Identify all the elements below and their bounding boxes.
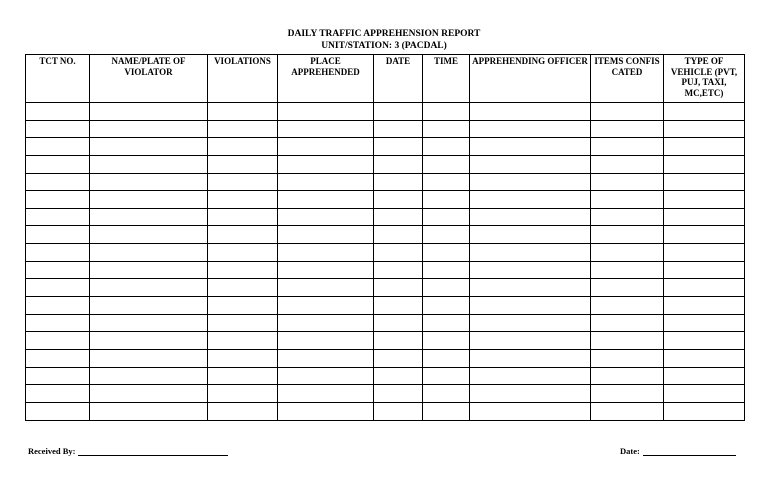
table-cell[interactable] xyxy=(278,402,374,420)
received-by-field xyxy=(28,446,228,456)
table-cell[interactable] xyxy=(278,385,374,403)
table-cell[interactable] xyxy=(374,244,423,262)
table-cell[interactable] xyxy=(374,226,423,244)
table-cell[interactable] xyxy=(591,261,664,279)
column-header-violator: NAME/PLATE OF VIOLATOR xyxy=(90,55,208,103)
table-cell[interactable] xyxy=(470,155,591,173)
table-cell[interactable] xyxy=(591,297,664,315)
table-cell[interactable] xyxy=(208,279,278,297)
table-cell[interactable] xyxy=(208,191,278,209)
table-cell[interactable] xyxy=(423,244,470,262)
table-cell[interactable] xyxy=(208,138,278,156)
table-cell[interactable] xyxy=(208,120,278,138)
table-cell[interactable] xyxy=(664,402,745,420)
table-cell[interactable] xyxy=(278,367,374,385)
table-cell[interactable] xyxy=(470,367,591,385)
table-cell[interactable] xyxy=(664,138,745,156)
table-cell[interactable] xyxy=(591,191,664,209)
table-row xyxy=(26,103,745,121)
table-cell[interactable] xyxy=(470,349,591,367)
table-cell[interactable] xyxy=(470,103,591,121)
table-cell[interactable] xyxy=(664,226,745,244)
table-cell[interactable] xyxy=(90,332,208,350)
table-cell[interactable] xyxy=(374,367,423,385)
table-cell[interactable] xyxy=(90,138,208,156)
table-cell[interactable] xyxy=(374,103,423,121)
table-cell[interactable] xyxy=(374,297,423,315)
table-cell[interactable] xyxy=(470,191,591,209)
table-cell[interactable] xyxy=(423,314,470,332)
table-cell[interactable] xyxy=(208,226,278,244)
table-row xyxy=(26,191,745,209)
table-cell[interactable] xyxy=(591,402,664,420)
table-row xyxy=(26,402,745,420)
table-cell[interactable] xyxy=(470,297,591,315)
table-cell[interactable] xyxy=(470,120,591,138)
table-cell[interactable] xyxy=(26,279,90,297)
column-header-officer: APPREHENDING OFFICER xyxy=(470,55,591,103)
table-cell[interactable] xyxy=(278,120,374,138)
table-row xyxy=(26,155,745,173)
table-cell[interactable] xyxy=(470,138,591,156)
table-cell[interactable] xyxy=(90,349,208,367)
table-cell[interactable] xyxy=(208,244,278,262)
table-cell[interactable] xyxy=(90,385,208,403)
table-cell[interactable] xyxy=(423,120,470,138)
table-row xyxy=(26,244,745,262)
table-row xyxy=(26,385,745,403)
table-cell[interactable] xyxy=(470,402,591,420)
table-cell[interactable] xyxy=(278,226,374,244)
table-cell[interactable] xyxy=(26,261,90,279)
table-cell[interactable] xyxy=(423,226,470,244)
table-cell[interactable] xyxy=(208,314,278,332)
table-cell[interactable] xyxy=(423,191,470,209)
table-cell[interactable] xyxy=(423,332,470,350)
table-cell[interactable] xyxy=(423,367,470,385)
table-cell[interactable] xyxy=(374,138,423,156)
table-cell[interactable] xyxy=(591,279,664,297)
table-cell[interactable] xyxy=(664,314,745,332)
table-cell[interactable] xyxy=(208,332,278,350)
table-cell[interactable] xyxy=(470,332,591,350)
report-header xyxy=(0,28,768,52)
table-cell[interactable] xyxy=(208,349,278,367)
received-by-label: Received By: xyxy=(28,446,76,456)
table-cell[interactable] xyxy=(591,173,664,191)
table-cell[interactable] xyxy=(374,173,423,191)
table-cell[interactable] xyxy=(470,385,591,403)
table-cell[interactable] xyxy=(591,120,664,138)
table-cell[interactable] xyxy=(423,297,470,315)
table-cell[interactable] xyxy=(208,385,278,403)
table-cell[interactable] xyxy=(374,261,423,279)
table-cell[interactable] xyxy=(26,208,90,226)
table-cell[interactable] xyxy=(90,402,208,420)
table-cell[interactable] xyxy=(374,332,423,350)
table-cell[interactable] xyxy=(591,314,664,332)
date-signature-line[interactable] xyxy=(643,446,736,456)
table-cell[interactable] xyxy=(664,367,745,385)
table-cell[interactable] xyxy=(26,138,90,156)
table-cell[interactable] xyxy=(90,367,208,385)
table-row xyxy=(26,261,745,279)
table-row xyxy=(26,138,745,156)
table-cell[interactable] xyxy=(374,279,423,297)
column-header-place: PLACE APPREHENDED xyxy=(278,55,374,103)
table-row xyxy=(26,208,745,226)
received-by-signature-line[interactable] xyxy=(78,446,228,456)
column-header-time: TIME xyxy=(423,55,470,103)
table-cell[interactable] xyxy=(90,244,208,262)
table-cell[interactable] xyxy=(664,261,745,279)
table-cell[interactable] xyxy=(90,208,208,226)
header-row xyxy=(26,55,745,103)
table-cell[interactable] xyxy=(591,244,664,262)
table-body xyxy=(26,103,745,421)
table-cell[interactable] xyxy=(423,279,470,297)
table-cell[interactable] xyxy=(208,155,278,173)
table-cell[interactable] xyxy=(278,297,374,315)
table-cell[interactable] xyxy=(664,279,745,297)
table-row xyxy=(26,173,745,191)
table-row xyxy=(26,349,745,367)
column-header-date: DATE xyxy=(374,55,423,103)
table-cell[interactable] xyxy=(423,103,470,121)
table-cell[interactable] xyxy=(664,349,745,367)
table-cell[interactable] xyxy=(208,367,278,385)
table-row xyxy=(26,279,745,297)
table-cell[interactable] xyxy=(664,297,745,315)
table-row xyxy=(26,367,745,385)
table-cell[interactable] xyxy=(423,138,470,156)
report-title: DAILY TRAFFIC APPREHENSION REPORT xyxy=(287,29,481,39)
table-cell[interactable] xyxy=(26,173,90,191)
table-cell[interactable] xyxy=(664,173,745,191)
table-cell[interactable] xyxy=(374,385,423,403)
table-cell[interactable] xyxy=(208,402,278,420)
table-cell[interactable] xyxy=(591,367,664,385)
table-cell[interactable] xyxy=(470,244,591,262)
table-cell[interactable] xyxy=(208,103,278,121)
table-cell[interactable] xyxy=(423,173,470,191)
table-cell[interactable] xyxy=(278,173,374,191)
table-row xyxy=(26,297,745,315)
table-cell[interactable] xyxy=(26,385,90,403)
table-cell[interactable] xyxy=(26,155,90,173)
table-cell[interactable] xyxy=(374,155,423,173)
column-header-items: ITEMS CONFISCATED xyxy=(591,55,664,103)
table-cell[interactable] xyxy=(26,314,90,332)
table-cell[interactable] xyxy=(278,208,374,226)
table-cell[interactable] xyxy=(374,314,423,332)
table-cell[interactable] xyxy=(90,173,208,191)
table-cell[interactable] xyxy=(423,349,470,367)
table-cell[interactable] xyxy=(278,103,374,121)
table-cell[interactable] xyxy=(26,226,90,244)
table-cell[interactable] xyxy=(208,261,278,279)
table-cell[interactable] xyxy=(278,138,374,156)
table-cell[interactable] xyxy=(26,120,90,138)
table-cell[interactable] xyxy=(664,155,745,173)
table-row xyxy=(26,314,745,332)
table-cell[interactable] xyxy=(90,297,208,315)
apprehension-table xyxy=(25,54,745,421)
table-cell[interactable] xyxy=(278,349,374,367)
table-cell[interactable] xyxy=(423,261,470,279)
table-cell[interactable] xyxy=(664,120,745,138)
table-cell[interactable] xyxy=(278,332,374,350)
table-cell[interactable] xyxy=(470,261,591,279)
column-header-tct-no: TCT NO. xyxy=(26,55,90,103)
table-cell[interactable] xyxy=(278,261,374,279)
table-cell[interactable] xyxy=(278,244,374,262)
table-cell[interactable] xyxy=(90,314,208,332)
table-cell[interactable] xyxy=(423,155,470,173)
table-cell[interactable] xyxy=(423,402,470,420)
table-cell[interactable] xyxy=(26,191,90,209)
table-cell[interactable] xyxy=(278,314,374,332)
table-cell[interactable] xyxy=(90,279,208,297)
table-row xyxy=(26,226,745,244)
table-cell[interactable] xyxy=(208,297,278,315)
table-cell[interactable] xyxy=(26,367,90,385)
table-cell[interactable] xyxy=(664,332,745,350)
column-header-vehicle: TYPE OF VEHICLE (PVT, PUJ, TAXI, MC,ETC) xyxy=(664,55,745,103)
column-header-violations: VIOLATIONS xyxy=(208,55,278,103)
table-cell[interactable] xyxy=(664,244,745,262)
date-field xyxy=(620,446,736,456)
table-row xyxy=(26,332,745,350)
table-cell[interactable] xyxy=(208,173,278,191)
table-cell[interactable] xyxy=(374,349,423,367)
table-cell[interactable] xyxy=(90,120,208,138)
table-cell[interactable] xyxy=(664,208,745,226)
table-cell[interactable] xyxy=(278,155,374,173)
table-cell[interactable] xyxy=(90,261,208,279)
table-cell[interactable] xyxy=(470,173,591,191)
table-cell[interactable] xyxy=(374,191,423,209)
table-cell[interactable] xyxy=(90,155,208,173)
table-cell[interactable] xyxy=(591,385,664,403)
table-cell[interactable] xyxy=(90,226,208,244)
table-cell[interactable] xyxy=(90,191,208,209)
table-cell[interactable] xyxy=(591,138,664,156)
table-cell[interactable] xyxy=(374,120,423,138)
table-cell[interactable] xyxy=(591,103,664,121)
table-cell[interactable] xyxy=(591,155,664,173)
table-cell[interactable] xyxy=(374,208,423,226)
table-cell[interactable] xyxy=(664,191,745,209)
date-label: Date: xyxy=(620,446,640,456)
table-cell[interactable] xyxy=(26,297,90,315)
table-cell[interactable] xyxy=(423,208,470,226)
table-cell[interactable] xyxy=(90,103,208,121)
table-cell[interactable] xyxy=(374,402,423,420)
table-cell[interactable] xyxy=(26,103,90,121)
table-cell[interactable] xyxy=(278,191,374,209)
table-cell[interactable] xyxy=(470,279,591,297)
table-cell[interactable] xyxy=(278,279,374,297)
report-subtitle: UNIT/STATION: 3 (PACDAL) xyxy=(321,41,447,51)
table-cell[interactable] xyxy=(470,208,591,226)
table-cell[interactable] xyxy=(664,103,745,121)
table-cell[interactable] xyxy=(470,314,591,332)
table-cell[interactable] xyxy=(26,332,90,350)
table-row xyxy=(26,120,745,138)
table-cell[interactable] xyxy=(591,208,664,226)
table-cell[interactable] xyxy=(664,385,745,403)
table-cell[interactable] xyxy=(470,226,591,244)
table-cell[interactable] xyxy=(423,385,470,403)
table-cell[interactable] xyxy=(591,332,664,350)
table-cell[interactable] xyxy=(26,349,90,367)
table-cell[interactable] xyxy=(26,402,90,420)
table-cell[interactable] xyxy=(591,226,664,244)
table-cell[interactable] xyxy=(591,349,664,367)
table-cell[interactable] xyxy=(208,208,278,226)
table-cell[interactable] xyxy=(26,244,90,262)
